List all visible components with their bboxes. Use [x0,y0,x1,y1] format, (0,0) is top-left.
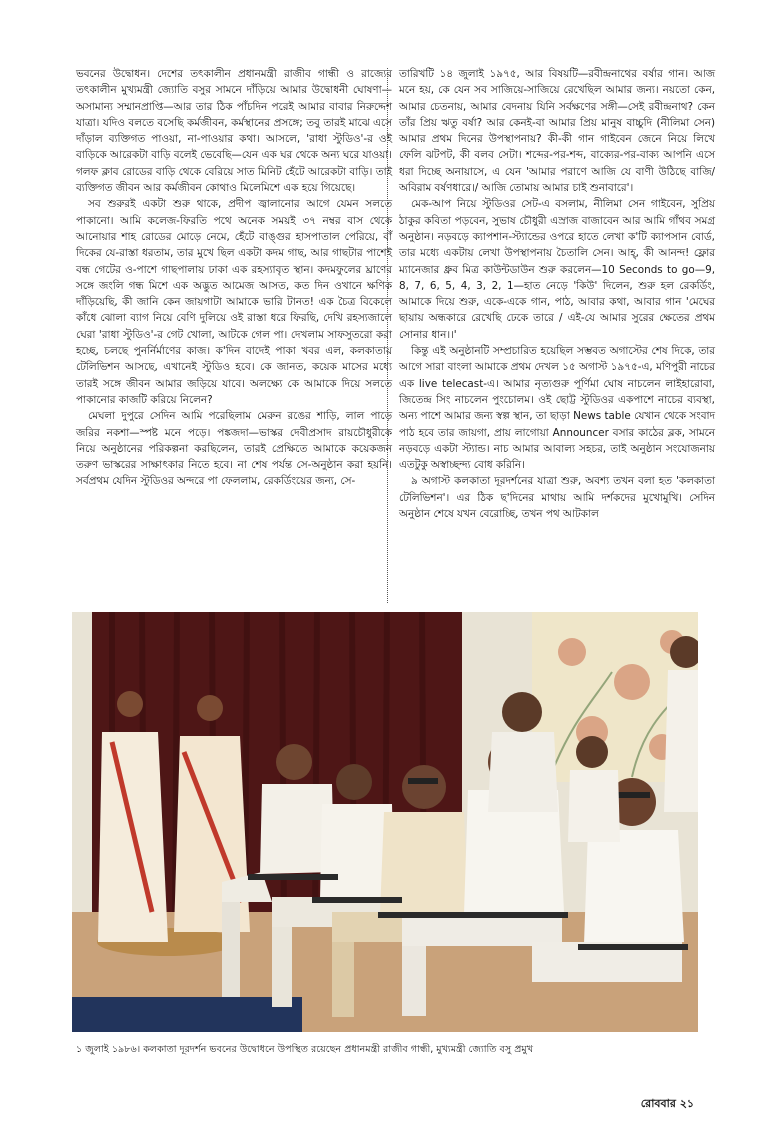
carpet [72,997,302,1032]
paragraph: মেঘলা দুপুরে সেদিন আমি পরেছিলাম মেরুন রঙের শাড়ি, লাল পাড়ে জরির নকশা—স্পষ্ট মনে পড়ে। পঙ্কজদা—ভাস্কর দেবীপ্রসাদ রায়চৌধুরীকে নিয়ে অনুষ্ঠানের পরিকল্পনা করছিলেন, তারই প্রেক্ষিতে আমাকে কয়েকজন তরুণ ভাস্করের সাক্ষাৎকার নিতে হবে। না শেষ পর্যন্ত সে-অনুষ্ঠান করা হয়নি। সর্বপ্রথম যেদিন স্টুডিওর অন্দরে পা ফেললাম, রেকর্ডিংয়ের জন্য, সে- [76,410,392,488]
photo-illustration [72,612,698,1032]
article-left-column [76,66,392,490]
paragraph: ভবনের উদ্বোধন। দেশের তৎকালীন প্রধানমন্ত্রী রাজীব গান্ধী ও রাজ্যের তৎকালীন মুখ্যমন্ত্রী জ্যোতি বসুর সামনে দাঁড়িয়ে আমার উদ্বোধনী ঘোষণা—অসামান্য সম্মানপ্রাপ্তি—আর তার ঠিক পাঁচদিন পরেই আমার বাবার নিরুদ্দেশ যাত্রা। যদিও বলতে বসেছি কর্মজীবন, কর্মস্থানের প্রসঙ্গে; তবু তারই মাঝে এসে দাঁড়াল ব্যক্তিগত পাওয়া, না-পাওয়ার কথা। আসলে, 'রাধা স্টুডিও'-র ওই বাড়িকে আরেকটা বাড়ি বলেই ভেবেছি—যেন এক ঘর থেকে অন্য ঘরে যাওয়া। গলফ ক্লাব রোডের বাড়ি থেকে বেরিয়ে সাত মিনিট হেঁটে আরেকটা বাড়ি। তাই ব্যক্তিগত জীবন আর কর্মজীবন কোথাও মিলেমিশে এক হয়ে গিয়েছে। [76,68,392,195]
paragraph: মেক-আপ নিয়ে স্টুডিওর সেট-এ বসলাম, নীলিমা সেন গাইবেন, সুপ্রিয় ঠাকুর কবিতা পড়বেন, সুভাষ চৌধুরী এস্রাজ বাজাবেন আর আমি গাঁথব সমগ্র অনুষ্ঠান। নড়বড়ে ক্যাপশান-স্ট্যান্ডের ওপরে হাতে লেখা ক'টি ক্যাপসান বোর্ড, তার মধ্যে একটায় লেখা উপস্থাপনায় চৈতালি সেন। আহ্, কী আনন্দ! ফ্লোর ম্যানেজার ধ্রুব মিত্র কাউন্টডাউন শুরু করলেন—10 Seconds to go—9, 8, 7, 6, 5, 4, 3, 2, 1—হাত নেড়ে 'কিউ' দিলেন, শুরু হল রেকর্ডিং, আমাকে দিয়ে শুরু, একে-একে গান, পাঠ, আবার কথা, আবার গান 'মেঘের ছায়ায় অন্ধকারে রেখেছি ঢেকে তারে / এই-যে আমার সুরের ক্ষেতের প্রথম সোনার ধান।।' [399,198,715,341]
inauguration-photo [72,612,698,1032]
paragraph: তারিখটি ১৪ জুলাই ১৯৭৫, আর বিষয়টি—রবীন্দ্রনাথের বর্ষার গান। আজ মনে হয়, কে যেন সব সাজিয়ে-সাজিয়ে রেখেছিল আমার জন্য। নয়তো কেন, আমার চেতনায়, আমার বেদনায় যিনি সর্বক্ষণের সঙ্গী—সেই রবীন্দ্রনাথ? কেন তাঁর প্রিয় ঋতু বর্ষা? আর কেনই-বা আমার প্রিয় মানুষ বাচ্চুদি (নীলিমা সেন) আমার প্রথম দিনের উপস্থাপনায়? কী-কী গান গাইবেন জেনে নিয়ে লিখে ফেলি ঝটপট, কী বলব সেটা। শব্দের-পর-শব্দ, বাক্যের-পর-বাক্য আপনি এসে ধরা দিচ্ছে অনায়াসে, এ যেন 'আমার পরাণে আজি যে বাণী উঠিছে বাজি/ অবিরাম বর্ষণধারে।/ আজি তোমায় আমার চাই শুনাবারে'। [399,68,715,195]
column-divider [387,68,388,603]
photo-caption: ১ জুলাই ১৯৮৬। কলকাতা দূরদর্শন ভবনের উদ্বোধনে উপস্থিত রয়েছেন প্রধানমন্ত্রী রাজীব গান্ধী, মুখ্যমন্ত্রী জ্যোতি বসু প্রমুখ [76,1044,534,1055]
paragraph: কিন্তু এই অনুষ্ঠানটি সম্প্রচারিত হয়েছিল সম্ভবত অগাস্টের শেষ দিকে, তার আগে সারা বাংলা আমাকে প্রথম দেখল ১৫ অগাস্ট ১৯৭৫-এ, মণিপুরী নাচের এক live telecast-এ। আমার নৃত্যগুরু পূর্ণিমা ঘোষ নাচলেন লাইহারোবা, জিতেন্দ্র সিং নাচলেন পুংচোলম। ওই ছোট্ট স্টুডিওর একপাশে নাচের ব্যবস্থা, অন্য পাশে আমার জন্য স্বল্প স্থান, তা ছাড়া News table যেখান থেকে সংবাদ পাঠ হবে তার জায়গা, প্রায় লাগোয়া Announcer বসার কাঠের ব্লক, সামনে নড়বড়ে একটা স্ট্যান্ড। নাচ আমার আবাল্য সহচর, তাই অনুষ্ঠান সংযোজনায় এতটুকু অস্বাচ্ছন্দ্য বোধ করিনি। [399,345,715,472]
paragraph: সব শুরুরই একটা শুরু থাকে, প্রদীপ জ্বালানোর আগে যেমন সলতে পাকানো। আমি কলেজ-ফিরতি পথে অনেক সময়ই ৩৭ নম্বর বাস থেকে আনোয়ার শাহ রোডের মোড়ে নেমে, হেঁটে বাঙ্গুর হাসপাতাল পেরিয়ে, বাঁ দিকের যে-রাস্তা ধরতাম, তার মুখে ছিল একটা কদম গাছ, আর গাছটার পাশেই বন্ধ গেটের ও-পাশে গাছপালায় ঢাকা এক রহস্যাবৃত স্থান। কদমফুলের ঘ্রাণের সঙ্গে জংলি গন্ধ মিশে এক অদ্ভুত আমেজ আসত, কত দিন ওখানে ক্ষণিক দাঁড়িয়েছি, কী জানি কেন জায়গাটা আমাকে ভারি টানত! এক চৈত্র বিকেলে কাঁধে ঝোলা ব্যাগ নিয়ে বেণি দুলিয়ে ওই রাস্তা ধরে ফিরছি, দেখি রহস্যজালে ঘেরা 'রাধা স্টুডিও'-র গেট খোলা, আটকে গেল পা। দেখলাম সাফসুতরো করা হচ্ছে, চলছে পুনর্নির্মাণের কাজ। ক'দিন বাদেই পাকা খবর এল, কলকাতায় টেলিভিশন আসছে, এখানেই স্টুডিও হবে। কে জানত, কয়েক মাসের মধ্যে তারই সঙ্গে জীবন আমার জড়িয়ে যাবে। অলক্ষ্যে কে আমাকে দিয়ে সলতে পাকানোর কাজটি করিয়ে নিলেন? [76,198,392,406]
paragraph: ৯ অগাস্ট কলকাতা দূরদর্শনের যাত্রা শুরু, অবশ্য তখন বলা হত 'কলকাতা টেলিভিশন'। এর ঠিক ছ'দিনের মাথায় আমি দর্শকদের মুখোমুখি। সেদিন অনুষ্ঠান শেষে যখন বেরোচ্ছি, তখন পথ আটকাল [399,475,715,521]
page-footer: রোববার ২১ [640,1097,694,1110]
article-right-column [399,66,715,522]
